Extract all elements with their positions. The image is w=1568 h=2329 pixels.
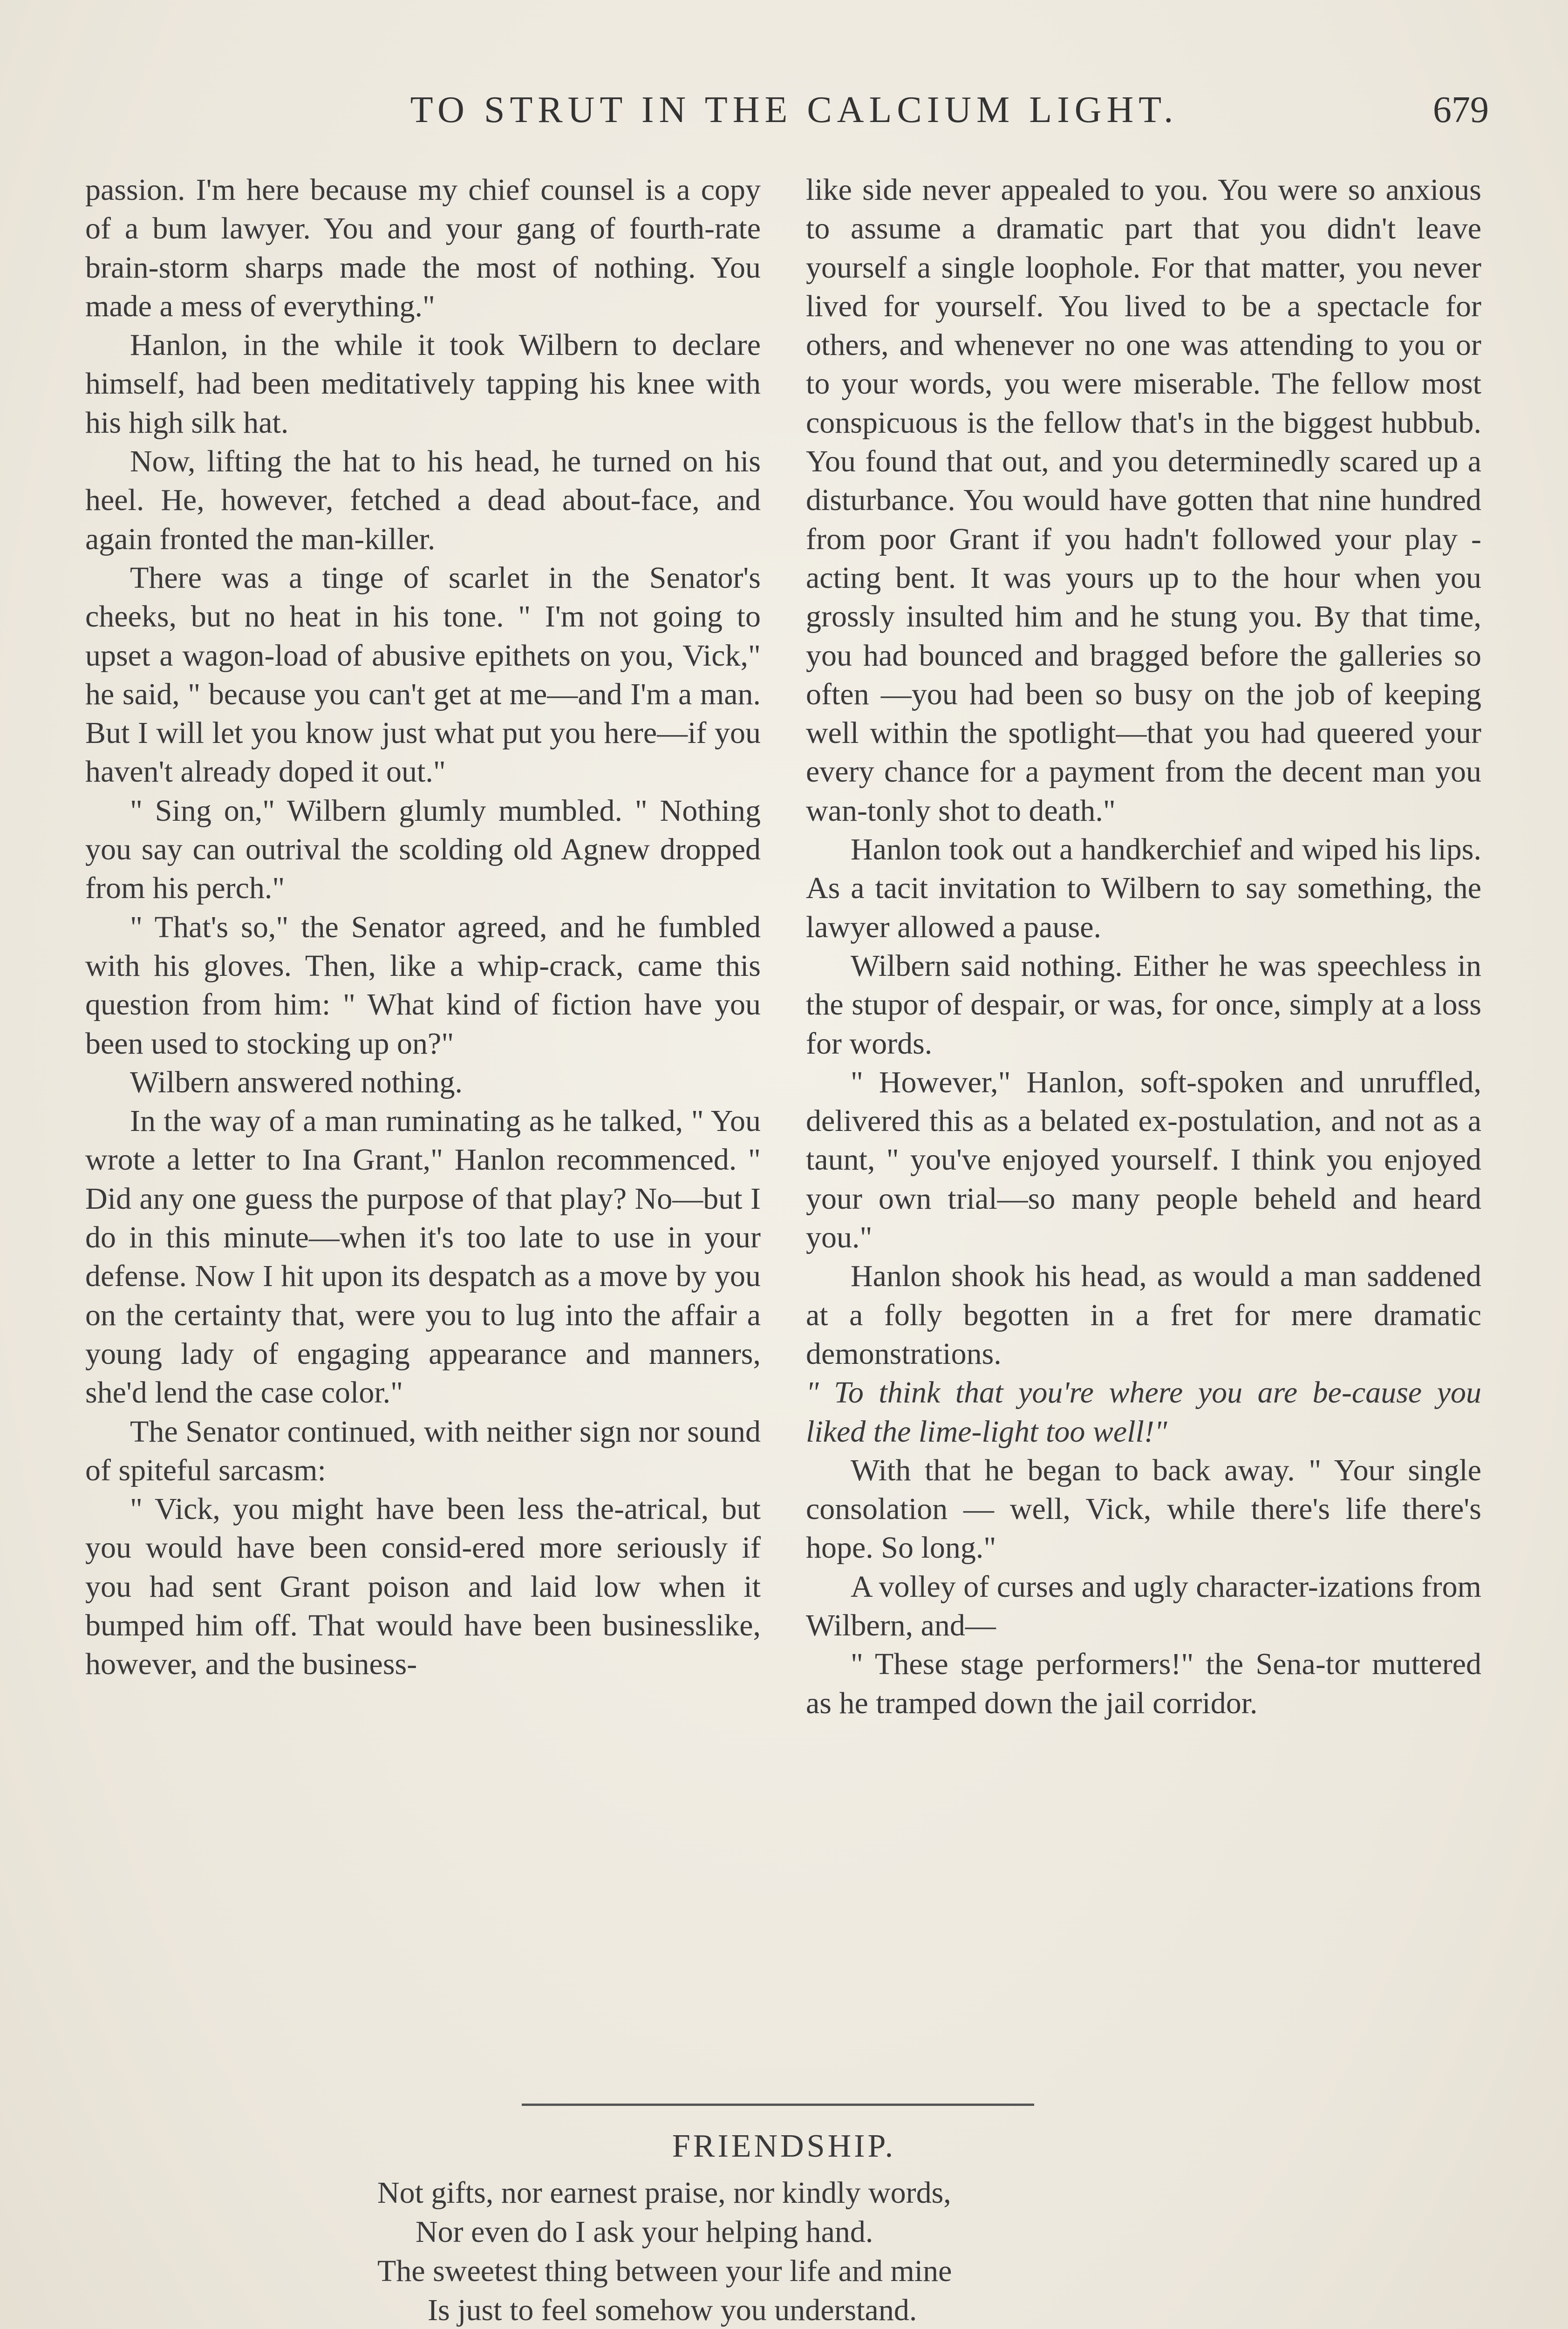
section-divider xyxy=(522,2104,1034,2106)
paragraph: In the way of a man ruminating as he talked, " You wrote a letter to Ina Grant," Hanlon recommenced. " Did any one guess the purpose of that play? No—but I do in this minute—when it's too late to use in your defense. Now I hit upon its despatch as a move by you on the certainty that, were you to lug into the affair a young lady of engaging appearance and manners, she'd lend the case color." xyxy=(85,1104,761,1410)
italic-quote: " To think that you're where you are be-cause you liked the lime-light too well!" xyxy=(806,1376,1481,1449)
paragraph: Hanlon, in the while it took Wilbern to declare himself, had been meditatively tapping his knee with his high silk hat. xyxy=(85,328,761,440)
paragraph: " Vick, you might have been less the-atrical, but you would have been consid-ered more seriously if you had sent Grant poison and laid low when it bumped him off. That would have been businesslike, however, and the business- xyxy=(85,1492,761,1682)
paragraph: There was a tinge of scarlet in the Senator's cheeks, but no heat in his tone. " I'm not going to upset a wagon-load of abusive epithets on you, Vick," he said, " because you can't get at me—and I'm a man. But I will let you know just what put you here—if you haven't already doped it out." xyxy=(85,560,761,789)
poem-line: Is just to feel somehow you understand. xyxy=(428,2293,917,2327)
paragraph: passion. I'm here because my chief counsel is a copy of a bum lawyer. You and your gang of fourth-rate brain-storm sharps made the most of nothing. You made a mess of everything." xyxy=(85,173,761,323)
paragraph: A volley of curses and ugly character-izations from Wilbern, and— xyxy=(806,1569,1481,1642)
paragraph: " These stage performers!" the Sena-tor muttered as he tramped down the jail corridor. xyxy=(806,1647,1481,1720)
paragraph: The Senator continued, with neither sign nor sound of spiteful sarcasm: xyxy=(85,1414,761,1487)
running-head: TO STRUT IN THE CALCIUM LIGHT. xyxy=(410,89,1179,130)
paragraph: Wilbern answered nothing. xyxy=(130,1065,463,1099)
page-number: 679 xyxy=(1433,89,1489,130)
left-column xyxy=(85,170,761,1684)
poem-line: Nor even do I ask your helping hand. xyxy=(416,2215,873,2249)
paragraph: Hanlon took out a handkerchief and wiped his lips. As a tacit invitation to Wilbern to say something, the lawyer allowed a pause. xyxy=(806,832,1481,944)
paragraph: " However," Hanlon, soft-spoken and unruffled, delivered this as a belated ex-postulation, and not as a taunt, " you've enjoyed yourself. I think you enjoyed your own trial—so many people beheld and heard you." xyxy=(806,1065,1481,1255)
paragraph: " Sing on," Wilbern glumly mumbled. " Nothing you say can outrival the scolding old Agnew dropped from his perch." xyxy=(85,793,761,906)
paragraph: Wilbern said nothing. Either he was speechless in the stupor of despair, or was, for once, simply at a loss for words. xyxy=(806,948,1481,1061)
paragraph: Hanlon shook his head, as would a man saddened at a folly begotten in a fret for mere dramatic demonstrations. xyxy=(806,1259,1481,1371)
right-column xyxy=(806,170,1481,1723)
paragraph: With that he began to back away. " Your single consolation — well, Vick, while there's life there's hope. So long." xyxy=(806,1453,1481,1565)
poem-line: Not gifts, nor earnest praise, nor kindly words, xyxy=(377,2176,951,2210)
poem-title: FRIENDSHIP. xyxy=(672,2128,896,2164)
paragraph: " That's so," the Senator agreed, and he fumbled with his gloves. Then, like a whip-crack, came this question from him: " What kind of fiction have you been used to stocking up on?" xyxy=(85,910,761,1061)
paragraph: like side never appealed to you. You were so anxious to assume a dramatic part that you didn't leave yourself a single loophole. For that matter, you never lived for yourself. You lived to be a spectacle for others, and whenever no one was attending to you or to your words, you were miserable. The fellow most conspicuous is the fellow that's in the biggest hubbub. You found that out, and you determinedly scared up a disturbance. You would have gotten that nine hundred from poor Grant if you hadn't followed your play - acting bent. It was yours up to the hour when you grossly insulted him and he stung you. By that time, you had bounced and bragged before the galleries so often —you had been so busy on the job of keeping well within the spotlight—that you had queered your every chance for a payment from the decent man you wan-tonly shot to death." xyxy=(806,173,1481,828)
paragraph: Now, lifting the hat to his head, he turned on his heel. He, however, fetched a dead about-face, and again fronted the man-killer. xyxy=(85,444,761,556)
poem-line: The sweetest thing between your life and mine xyxy=(377,2254,952,2288)
